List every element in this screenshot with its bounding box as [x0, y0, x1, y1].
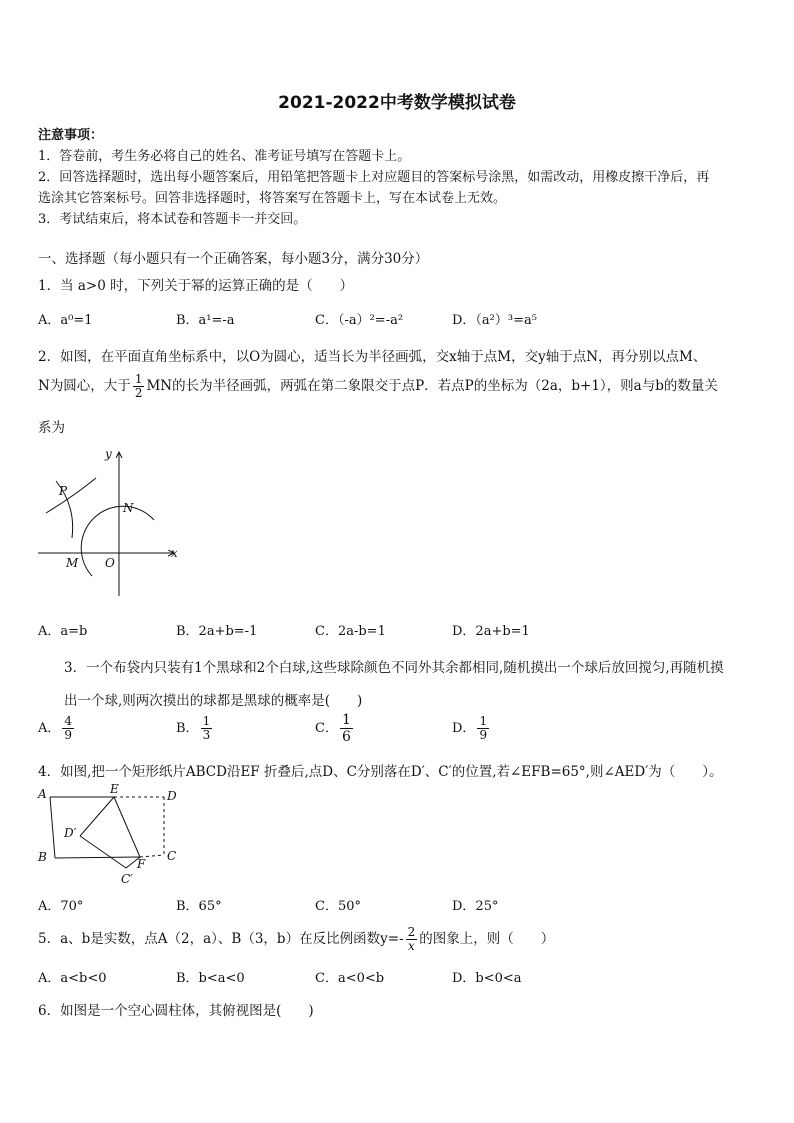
label-o: O [105, 556, 115, 570]
q2-line2-pre: N为圆心，大于 [38, 378, 131, 394]
q3-option-d [452, 715, 491, 742]
half-fraction [133, 373, 145, 400]
question-2-line3: 系为 [38, 420, 65, 436]
q2-option-b: B．2a+b=-1 [176, 624, 258, 639]
notice-item: 选涂其它答案标号。回答非选择题时，将答案写在答题卡上，写在本试卷上无效。 [38, 191, 507, 206]
q5-option-a: A．a<b<0 [38, 971, 107, 986]
arc-from-n [46, 478, 96, 513]
q5-fraction [406, 926, 418, 953]
label-y: y [105, 447, 112, 461]
frac-denominator: 9 [64, 728, 73, 742]
q4-option-a: A．70° [38, 899, 84, 914]
label-d-prime: D′ [64, 826, 77, 840]
frac-denominator: x [408, 939, 415, 953]
q1-option-a: A．a⁰=1 [38, 313, 93, 328]
label-a: A [38, 787, 47, 801]
q3-option-b [176, 715, 214, 742]
label-c: C [167, 849, 177, 863]
frac-denominator: 3 [202, 728, 211, 742]
q5-pre: 5．a、b是实数，点A（2，a）、B（3，b）在反比例函数y=- [38, 931, 404, 947]
q3-option-a [38, 715, 76, 742]
q2-option-a: A．a=b [38, 624, 88, 639]
section-heading: 一、选择题（每小题只有一个正确答案，每小题3分，满分30分） [38, 251, 429, 267]
q1-option-b: B．a¹=-a [176, 313, 235, 328]
q4-option-c: C．50° [315, 899, 361, 914]
question-6-text: 6．如图是一个空心圆柱体，其俯视图是( ) [38, 1003, 314, 1019]
label-p: P [59, 484, 68, 498]
notice-item: 2．回答选择题时，选出每小题答案后，用铅笔把答题卡上对应题目的答案标号涂黑，如需改动，用橡皮擦干净后，再 [38, 170, 710, 185]
frac-numerator: 1 [479, 714, 488, 728]
label-n: N [123, 501, 134, 515]
q5-option-c: C．a<0<b [315, 971, 385, 986]
q2-option-d: D．2a+b=1 [452, 624, 530, 639]
frac-denominator: 9 [479, 728, 488, 742]
option-fraction [340, 712, 353, 745]
notice-heading: 注意事项： [38, 128, 104, 143]
side-bf [55, 857, 140, 858]
label-c-prime: C′ [121, 872, 133, 886]
side-ab [50, 797, 55, 858]
frac-numerator: 1 [341, 712, 351, 728]
q1-option-d: D．（a²）³=a⁵ [452, 313, 537, 328]
q2-coordinate-figure [34, 446, 184, 598]
option-label: D． [452, 721, 476, 736]
q5-option-b: B．b<a<0 [176, 971, 245, 986]
frac-numerator: 2 [407, 925, 416, 939]
label-b: B [38, 850, 47, 864]
q3-option-c [315, 712, 355, 745]
notice-item: 3．考试结束后，将本试卷和答题卡一并交回。 [38, 212, 307, 227]
q4-option-b: B．65° [176, 899, 222, 914]
frac-numerator: 1 [202, 714, 211, 728]
option-fraction [201, 715, 213, 742]
label-d: D [167, 789, 177, 803]
frac-denominator: 6 [341, 729, 351, 745]
option-label: C． [315, 721, 338, 736]
label-f: F [137, 857, 146, 871]
question-3-line2: 出一个球,则两次摸出的球都是黑球的概率是( ) [64, 693, 363, 709]
question-2-line1: 2．如图，在平面直角坐标系中，以O为圆心，适当长为半径画弧，交x轴于点M，交y轴于点N，再分别以点M、 [38, 349, 707, 365]
q5-option-d: D．b<0<a [452, 971, 522, 986]
q2-line2-post: MN的长为半径画弧，两弧在第二象限交于点P．若点P的坐标为（2a，b+1），则a与b的数量关 [146, 378, 718, 394]
q4-option-d: D．25° [452, 899, 499, 914]
question-4-text: 4．如图,把一个矩形纸片ABCD沿EF 折叠后,点D、C分别落在D′、C′的位置,若∠EFB=65°,则∠AED′为（ ）。 [38, 764, 723, 780]
question-5-text [38, 926, 554, 953]
q1-option-c: C．（-a）²=-a² [315, 313, 404, 328]
question-1-text: 1．当 a>0 时，下列关于幂的运算正确的是（ ） [38, 278, 354, 294]
fold-line-ef [114, 797, 140, 857]
q2-option-c: C．2a-b=1 [315, 624, 386, 639]
frac-numerator: 1 [134, 372, 143, 386]
question-3-line1: 3．一个布袋内只装有1个黑球和2个白球,这些球除颜色不同外其余都相同,随机摸出一个球后放回搅匀,再随机摸 [64, 660, 724, 676]
arc-mn [81, 506, 154, 576]
frac-numerator: 4 [64, 714, 73, 728]
page-title: 2021-2022中考数学模拟试卷 [278, 93, 516, 113]
option-label: A． [38, 721, 61, 736]
label-e: E [110, 782, 119, 796]
notice-item: 1．答卷前，考生务必将自己的姓名、准考证号填写在答题卡上。 [38, 149, 411, 164]
folded-dc [80, 836, 126, 868]
option-fraction [477, 715, 489, 742]
option-label: B． [176, 721, 199, 736]
question-2-line2 [38, 373, 718, 400]
label-m: M [66, 556, 79, 570]
q5-post: 的图象上，则（ ） [419, 931, 555, 947]
option-fraction [62, 715, 74, 742]
label-x: x [171, 546, 178, 560]
folded-ed [80, 797, 114, 836]
frac-denominator: 2 [134, 386, 143, 400]
q4-folded-rectangle-figure [34, 782, 184, 890]
